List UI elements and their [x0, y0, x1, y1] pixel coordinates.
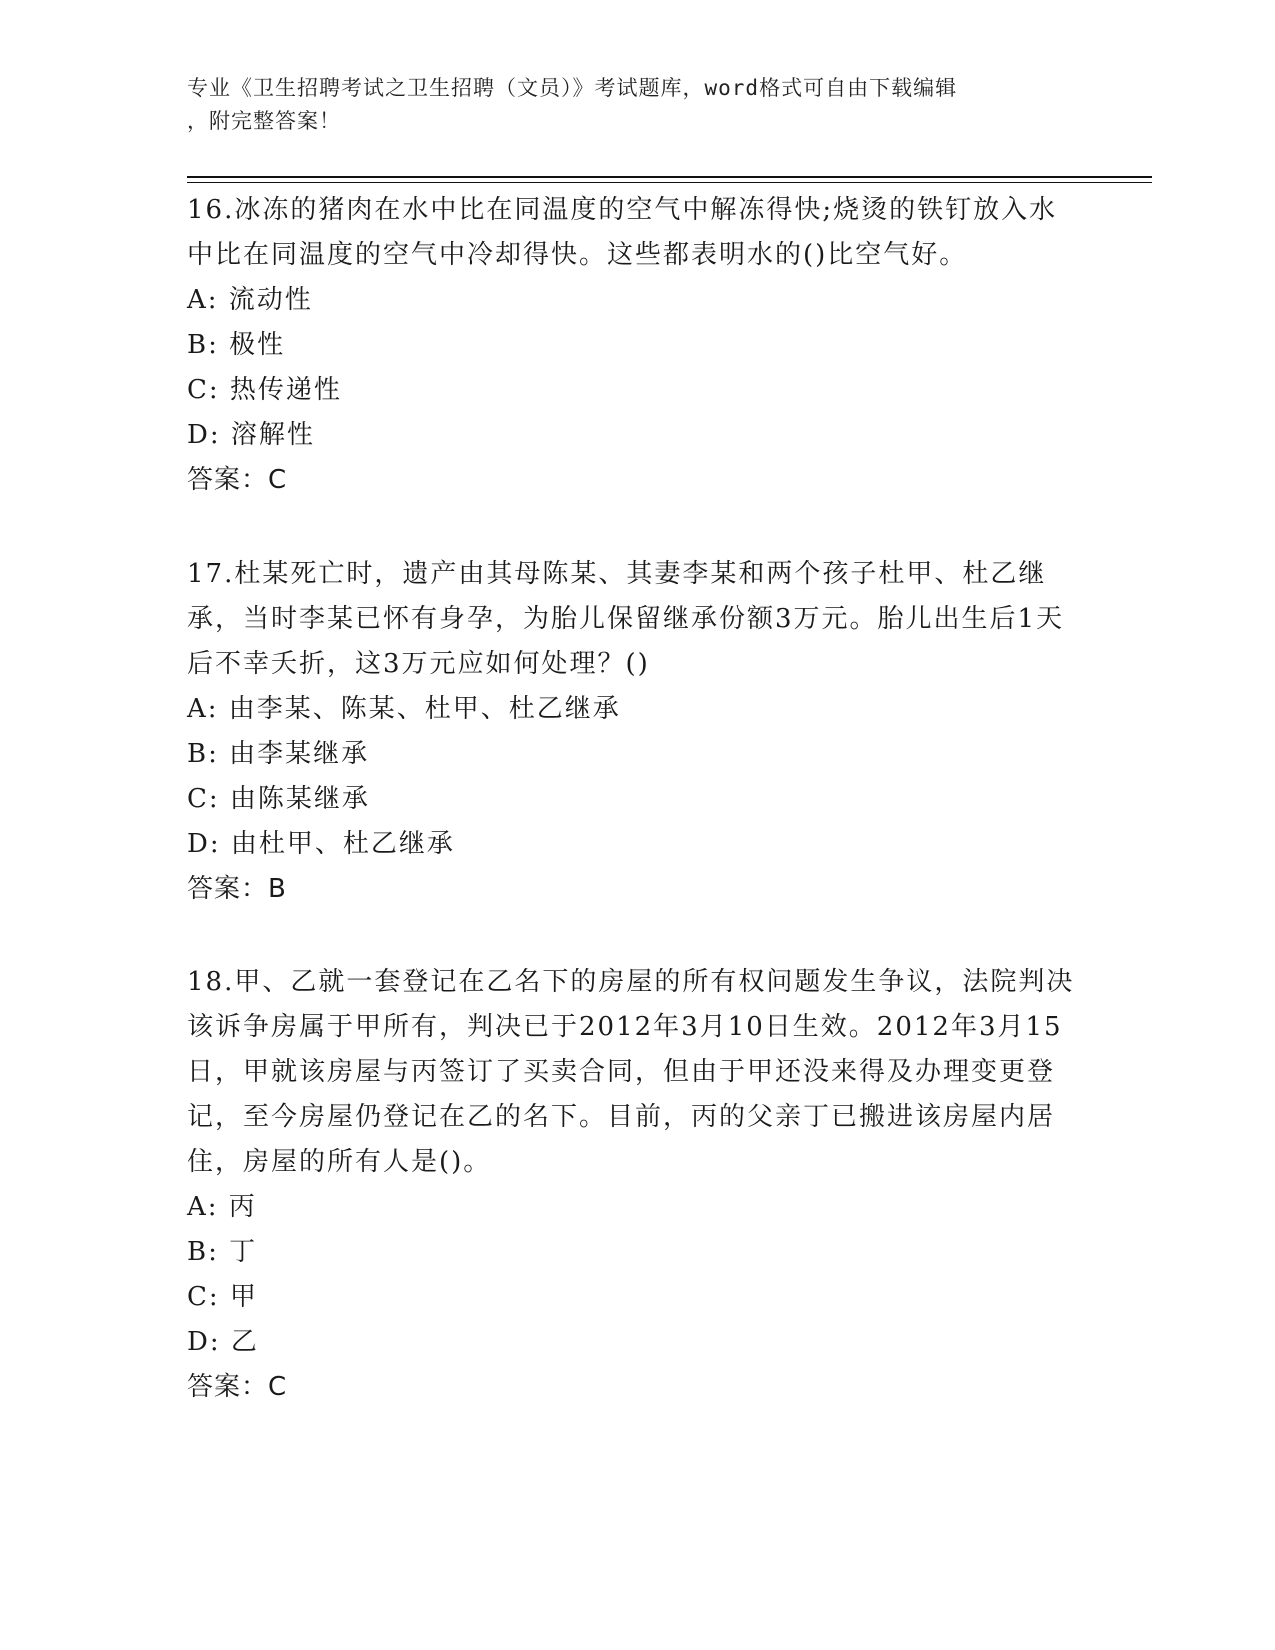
document-header — [187, 72, 1067, 138]
option-b: B: 由李某继承 — [187, 739, 370, 769]
option-c: C: 热传递性 — [187, 375, 342, 405]
header-line-2: ，附完整答案！ — [187, 109, 341, 133]
header-rule-thick — [187, 176, 1152, 178]
option-a: A: 由李某、陈某、杜甲、杜乙继承 — [187, 694, 621, 724]
question-18 — [187, 960, 1077, 1410]
option-c: C: 由陈某继承 — [187, 784, 370, 814]
answer: 答案：B — [187, 874, 287, 904]
question-text: 16.冰冻的猪肉在水中比在同温度的空气中解冻得快;烧烫的铁钉放入水中比在同温度的空气中冷却得快。这些都表明水的()比空气好。 — [187, 195, 1058, 270]
option-b: B: 丁 — [187, 1237, 258, 1267]
header-rule-thin — [187, 182, 1152, 183]
option-c: C: 甲 — [187, 1282, 258, 1312]
option-d: D: 乙 — [187, 1327, 259, 1357]
question-text: 18.甲、乙就一套登记在乙名下的房屋的所有权问题发生争议，法院判决该诉争房属于甲所有，判决已于2012年3月10日生效。2012年3月15日，甲就该房屋与丙签订了买卖合同，但由于甲还没来得及办理变更登记，至今房屋仍登记在乙的名下。目前，丙的父亲丁已搬进该房屋内居住，房屋的所有人是()。 — [187, 967, 1075, 1177]
option-d: D: 由杜甲、杜乙继承 — [187, 829, 455, 859]
question-16 — [187, 188, 1077, 503]
option-a: A: 丙 — [187, 1192, 257, 1222]
option-a: A: 流动性 — [187, 285, 313, 315]
question-text: 17.杜某死亡时，遗产由其母陈某、其妻李某和两个孩子杜甲、杜乙继承，当时李某已怀有身孕，为胎儿保留继承份额3万元。胎儿出生后1天后不幸夭折，这3万元应如何处理？() — [187, 559, 1065, 679]
option-d: D: 溶解性 — [187, 420, 315, 450]
answer: 答案：C — [187, 465, 288, 495]
question-17 — [187, 552, 1077, 912]
option-b: B: 极性 — [187, 330, 286, 360]
header-line-1: 专业《卫生招聘考试之卫生招聘（文员）》考试题库，word格式可自由下载编辑 — [187, 76, 958, 100]
answer: 答案：C — [187, 1372, 288, 1402]
